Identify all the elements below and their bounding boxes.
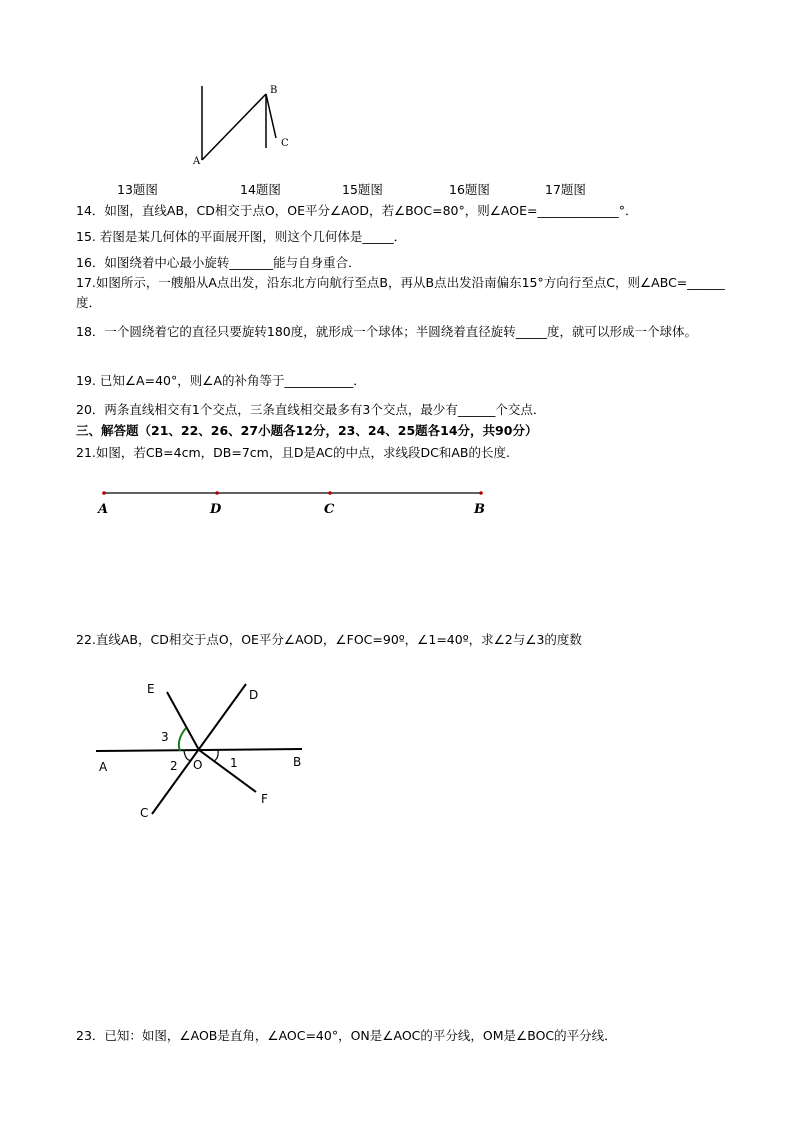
angle-3-arc xyxy=(179,728,186,751)
q22-label-a: A xyxy=(99,760,108,774)
q22-figure xyxy=(0,670,794,850)
q22-label-e: E xyxy=(147,682,155,696)
fig17-label-c: C xyxy=(281,138,289,149)
q22-label-3: 3 xyxy=(161,730,169,744)
question-20: 20．两条直线相交有1个交点，三条直线相交最多有3个交点，最少有______个交点． xyxy=(76,402,546,417)
fig17-label-a: A xyxy=(193,156,201,167)
question-14: 14．如图，直线AB，CD相交于点O，OE平分∠AOD，若∠BOC=80°，则∠AOE=_____________°． xyxy=(76,203,638,218)
ray-oe xyxy=(167,692,199,750)
caption-13: 13题图 xyxy=(117,182,158,197)
question-16: 16．如图绕着中心最小旋转_______能与自身重合． xyxy=(76,255,361,270)
q22-label-2: 2 xyxy=(170,759,178,773)
point-a xyxy=(102,491,106,495)
caption-14: 14题图 xyxy=(240,182,281,197)
q21-label-d: D xyxy=(210,502,222,517)
caption-16: 16题图 xyxy=(449,182,490,197)
q22-label-c: C xyxy=(140,806,149,820)
question-22: 22.直线AB，CD相交于点O，OE平分∠AOD，∠FOC=90º，∠1=40º，求∠2与∠3的度数 xyxy=(76,632,582,647)
point-d xyxy=(215,491,219,495)
section-3-heading: 三、解答题（21、22、26、27小题各12分，23、24、25题各14分，共90分） xyxy=(76,423,538,438)
q21-label-a: A xyxy=(98,502,109,517)
caption-15: 15题图 xyxy=(342,182,383,197)
question-19: 19. 已知∠A=40°，则∠A的补角等于___________． xyxy=(76,373,366,388)
question-17: 17.如图所示，一艘船从A点出发，沿东北方向航行至点B，再从B点出发沿南偏东15°方向行至点C，则∠ABC=______度． xyxy=(76,275,725,310)
caption-17: 17题图 xyxy=(545,182,586,197)
question-18: 18．一个圆绕着它的直径只要旋转180度，就形成一个球体；半圆绕着直径旋转_____度，就可以形成一个球体。 xyxy=(76,324,698,339)
q22-label-o: O xyxy=(193,758,203,772)
angle-1-arc xyxy=(214,750,218,761)
point-c xyxy=(328,491,332,495)
point-b xyxy=(479,491,483,495)
q22-label-d: D xyxy=(249,688,259,702)
segment-bc xyxy=(266,94,276,138)
q21-figure xyxy=(0,480,794,520)
fig17-label-b: B xyxy=(270,85,278,96)
q17-figure xyxy=(0,0,794,200)
q21-label-c: C xyxy=(324,502,335,517)
ray-of xyxy=(199,750,256,792)
question-23: 23．已知：如图，∠AOB是直角，∠AOC=40°，ON是∠AOC的平分线，OM是∠BOC的平分线． xyxy=(76,1028,617,1043)
question-15: 15. 若图是某几何体的平面展开图，则这个几何体是_____． xyxy=(76,229,407,244)
q22-label-1: 1 xyxy=(230,756,238,770)
q22-label-f: F xyxy=(261,792,268,806)
q22-label-b: B xyxy=(293,755,302,769)
segment-ab xyxy=(202,94,266,160)
q21-label-b: B xyxy=(474,502,485,517)
question-21: 21.如图，若CB=4cm，DB=7cm，且D是AC的中点，求线段DC和AB的长度. xyxy=(76,445,510,460)
